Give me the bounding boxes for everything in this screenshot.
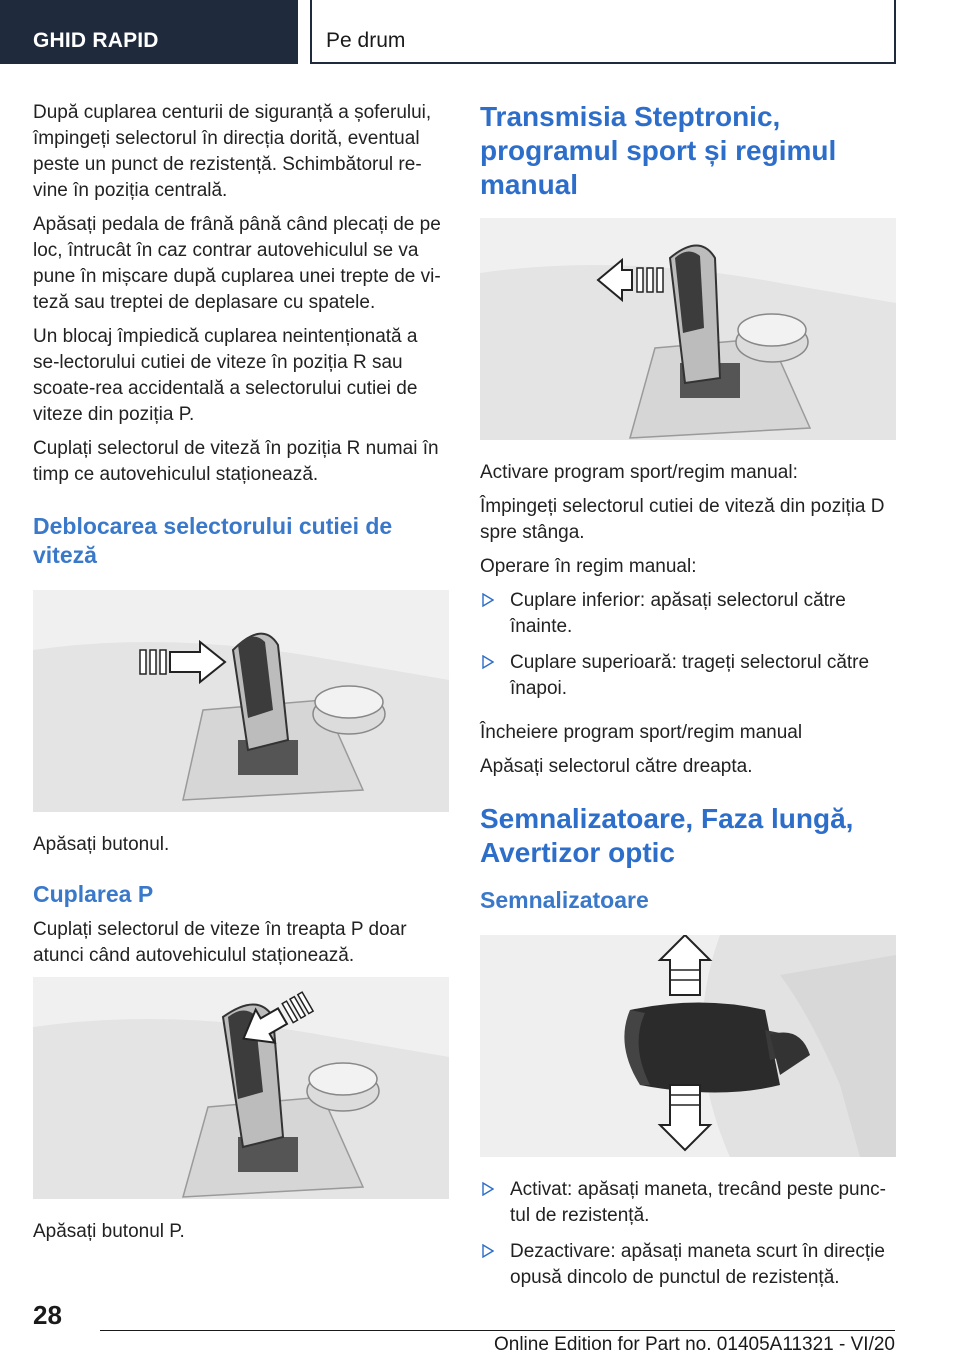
gear-selector-illustration xyxy=(33,590,449,812)
triangle-bullet-icon xyxy=(482,593,494,607)
heading-steptronic: Transmisia Steptronic, programul sport și regimul manual xyxy=(480,101,837,200)
header-tab xyxy=(0,0,298,64)
header-section-box xyxy=(310,0,896,64)
gear-selector-park-illustration xyxy=(33,977,449,1199)
paragraph-push-left: Împingeți selectorul cutiei de viteză din poziția D spre stânga. xyxy=(480,496,885,543)
list-item xyxy=(480,1177,896,1229)
turn-signal-list xyxy=(480,1177,896,1291)
paragraph-lock: Un blocaj împiedică cuplarea neintenționată a se-lectorului cutiei de viteze în poziția R sau scoate-rea accidentală a selectorului cutiei de viteze din poziția P. xyxy=(33,326,418,425)
manual-mode-list xyxy=(480,588,896,702)
paragraph-end-sport: Încheiere program sport/regim manual xyxy=(480,722,803,743)
list-item xyxy=(480,650,896,702)
triangle-bullet-icon xyxy=(482,1182,494,1196)
bullet-upshift: Cuplare superioară: trageți selectorul către înapoi. xyxy=(510,652,870,699)
paragraph-seatbelt: După cuplarea centurii de siguranță a șoferului, împingeți selectorul în direcția dorită, eventual peste un punct de rezistență. Schimbătorul re-vine în poziția centrală. xyxy=(33,102,432,201)
caption-park: Apăsați butonul P. xyxy=(33,1221,185,1242)
paragraph-brake: Apăsați pedala de frână până când plecați de pe loc, întrucât în caz contrar autovehiculul se va pune în mișcare după cuplarea unei trepte de vi-teză sau treptei de deplasare cu spatele. xyxy=(33,214,441,313)
paragraph-reverse: Cuplați selectorul de viteză în poziția R numai în timp ce autovehiculul staționează. xyxy=(33,438,439,485)
caption-unlock: Apăsați butonul. xyxy=(33,834,170,855)
right-column xyxy=(480,100,896,1301)
page-number: 28 xyxy=(33,1300,62,1330)
paragraph-manual-operation: Operare în regim manual: xyxy=(480,556,697,577)
paragraph-activate-sport: Activare program sport/regim manual: xyxy=(480,462,798,483)
bullet-activate: Activat: apăsați maneta, trecând peste punc-tul de rezistență. xyxy=(510,1179,886,1226)
footer-divider xyxy=(100,1330,895,1331)
figure-park-button xyxy=(33,977,449,1199)
paragraph-press-right: Apăsați selectorul către dreapta. xyxy=(480,756,753,777)
heading-engage-park: Cuplarea P xyxy=(33,881,154,907)
turn-signal-lever-illustration xyxy=(480,935,896,1157)
header-section-label: Pe drum xyxy=(326,29,406,52)
footer-edition: Online Edition for Part no. 01405A11321 - VI/20 xyxy=(493,1334,895,1355)
gear-selector-sport-illustration xyxy=(480,218,896,440)
left-column xyxy=(33,100,449,1253)
list-item xyxy=(480,588,896,640)
paragraph-engage-park: Cuplați selectorul de viteze în treapta P doar atunci când autovehiculul staționează. xyxy=(33,919,407,966)
bullet-deactivate: Dezactivare: apăsați maneta scurt în direcție opusă dincolo de punctul de rezistență. xyxy=(510,1241,885,1288)
list-item xyxy=(480,1239,896,1291)
triangle-bullet-icon xyxy=(482,655,494,669)
heading-unlock-selector: Deblocarea selectorului cutiei de viteză xyxy=(33,513,393,568)
figure-turn-signal-lever xyxy=(480,935,896,1157)
triangle-bullet-icon xyxy=(482,1244,494,1258)
bullet-downshift: Cuplare inferior: apăsați selectorul către înainte. xyxy=(510,590,846,637)
figure-unlock-button xyxy=(33,590,449,812)
figure-sport-mode xyxy=(480,218,896,440)
header-tab-label: GHID RAPID xyxy=(33,29,159,52)
heading-turn-signals-highbeam: Semnalizatoare, Faza lungă, Avertizor optic xyxy=(480,803,854,868)
heading-turn-signals: Semnalizatoare xyxy=(480,887,649,913)
